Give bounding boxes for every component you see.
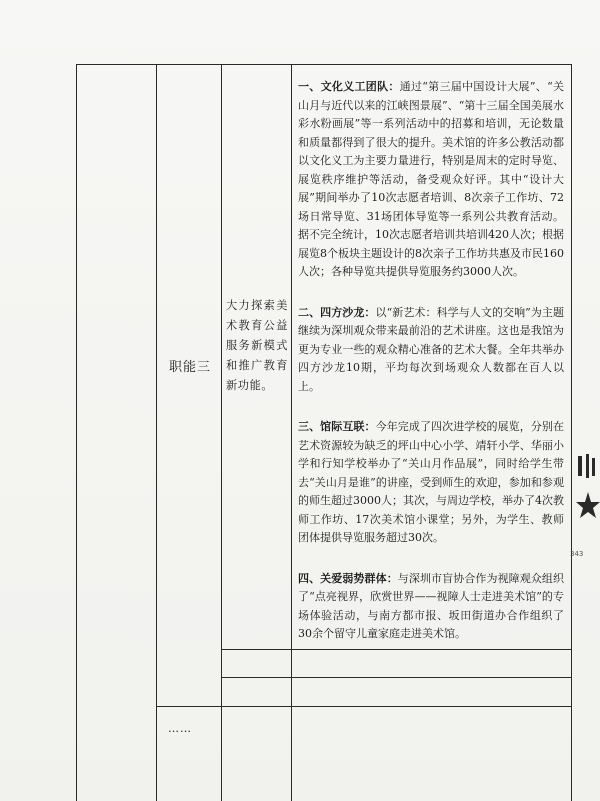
section-body: 通过“第三届中国设计大展”、“关山月与近代以来的江峡图景展”、“第十三届全国美展水彩水粉画展”等一系列活动中的招募和培训，无论数量和质量都得到了很大的提升。美术馆的许多公教活动都以文化义工为主要力量进行，特别是周末的定时导览、展览秩序维护等活动，备受观众好评。其中“设计大展”期间举办了10次志愿者培训、8次亲子工作坊、72场日常导览、31场团体导览等一系列公共教育活动。据不完全统计，10次志愿者培训共培训420人次；根据展览8个板块主题设计的8次亲子工作坊共惠及市民160人次；各种导览共提供导览服务约3000人次。 (298, 80, 564, 278)
ellipsis-row-label: …… (168, 722, 192, 735)
section-sifang-salon (298, 304, 564, 397)
section-title: 一、文化义工团队： (298, 80, 400, 93)
content-cell (298, 78, 564, 666)
section-body: 与深圳市盲协合作为视障观众组织了“点亮视界，欣赏世界——视障人士走进美术馆”的专场体验活动，与南方都市报、坂田街道办合作组织了30余个留守儿童家庭走进美术馆。 (298, 571, 565, 640)
section-title: 三、馆际互联： (298, 420, 376, 433)
section-cultural-volunteers (298, 78, 564, 282)
function-description: 大力探索美术教育公益服务新模式和推广教育新功能。 (226, 299, 288, 392)
section-vulnerable-groups (298, 570, 564, 644)
row-label: 职能三 (168, 360, 211, 375)
margin-page-number: 343 (570, 550, 584, 558)
section-body: 今年完成了四次进学校的展览，分别在艺术资源较为缺乏的坪山中心小学、靖轩小学、华丽小学和行知学校举办了“关山月作品展”，同时给学生带去“关山月是谁”的讲座，受到师生的欢迎，参加和参观的师生超过3000人；其次，与周边学校，举办了4次教师工作坊、17次美术馆小课堂；另外，为学生、教师团体提供导览服务超过30次。 (298, 420, 564, 544)
section-inter-museum (298, 418, 564, 548)
column-divider-1 (156, 64, 157, 801)
column-divider-3 (291, 64, 292, 801)
section-body: 以“新艺术：科学与人文的交响”为主题继续为深圳观众带来最前沿的艺术讲座。这也是我馆为更为专业一些的观众精心准备的艺术大餐。全年共举办四方沙龙10期，平均每次到场观众人数都在百人以上。 (298, 305, 565, 393)
row-divider-2 (221, 677, 572, 678)
section-title: 二、四方沙龙： (298, 305, 376, 319)
stamp-fragment-icon (570, 452, 600, 532)
row-divider-3 (156, 706, 572, 707)
section-title: 四、关爱弱势群体： (298, 571, 398, 585)
column-divider-2 (221, 64, 222, 801)
